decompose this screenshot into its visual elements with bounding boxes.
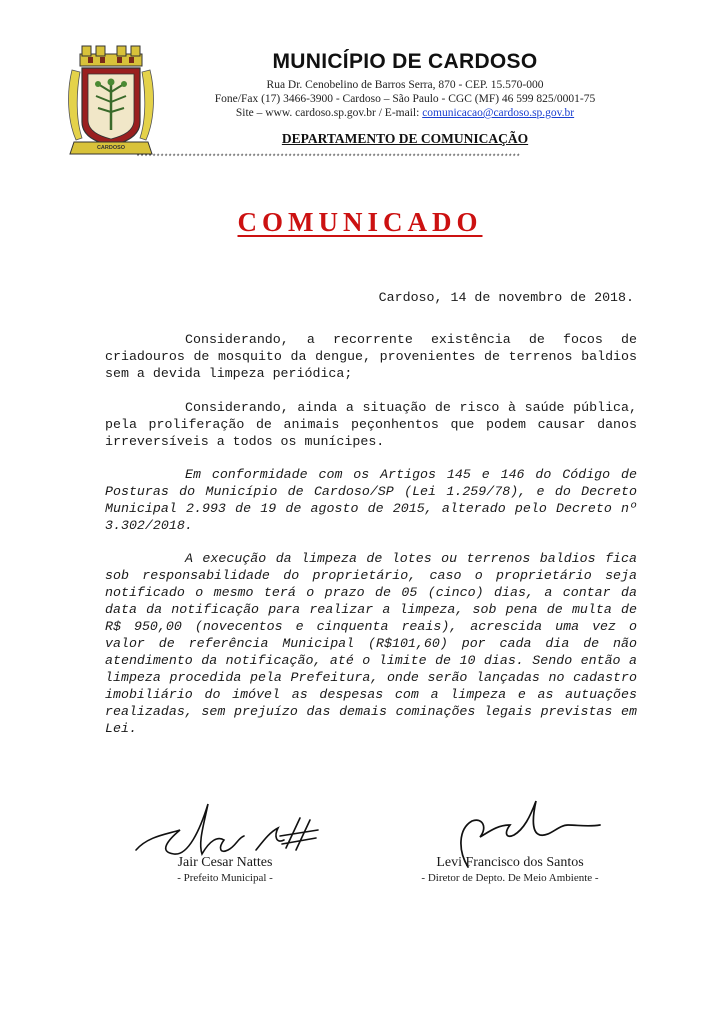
contact-line: Fone/Fax (17) 3466-3900 - Cardoso – São Paulo - CGC (MF) 46 599 825/0001-75 [214,93,596,105]
signer-name: Levi Francisco dos Santos [436,855,584,870]
document-heading [0,207,720,238]
heading-text: COMUNICADO [237,207,483,237]
date-line: Cardoso, 14 de novembro de 2018. [378,290,634,305]
email-link[interactable]: comunicacao@cardoso.sp.gov.br [422,107,575,119]
department-title: DEPARTAMENTO DE COMUNICAÇÃO [281,131,529,146]
paragraph-4: A execução da limpeza de lotes ou terrenos baldios fica sob responsabilidade do proprietário, caso o proprietário seja notificado o mesmo terá o prazo de 05 (cinco) dias, a contar da data da notificação para realizar a limpeza, sob pena de multa de R$ 950,00 (novecentos e cinquenta reais), acrescida uma vez o valor de referência Municipal (R$101,60) por cada dia de não atendimento da notificação, até o limite de 10 dias. Sendo então a limpeza procedida pela Prefeitura, onde serão lançadas no cadastro imobiliário do imóvel as despesas com a limpeza e as autuações realizadas, sem prejuízo das demais cominações legais previstas em Lei. [105,551,637,736]
municipal-coat-of-arms-icon [66,44,156,160]
signature-block-mayor [130,855,320,884]
signer-name: Jair Cesar Nattes [177,855,273,870]
site-email-line [150,106,660,120]
signer-role: - Prefeito Municipal - [177,872,273,884]
signer-role: - Diretor de Depto. De Meio Ambiente - [421,872,599,884]
site-text: Site – www. cardoso.sp.gov.br / E-mail: [235,107,423,119]
paragraph-2: Considerando, ainda a situação de risco à saúde pública, pela proliferação de animais peçonhentos que podem causar danos irreversíveis a todos os munícipes. [105,400,637,449]
separator-line: ************************************************************************************************ [136,154,521,162]
municipality-title: MUNICÍPIO DE CARDOSO [272,50,538,73]
address-line: Rua Dr. Cenobelino de Barros Serra, 870 - CEP. 15.570-000 [266,79,544,91]
paragraph-3: Em conformidade com os Artigos 145 e 146 do Código de Posturas do Município de Cardoso/SP (Lei 1.259/78), e do Decreto Municipal 2.993 de 19 de agosto de 2015, alterado pelo Decreto nº 3.302/2018. [105,467,637,533]
signature-block-director [400,855,620,884]
paragraph-1: Considerando, a recorrente existência de focos de criadouros de mosquito da dengue, provenientes de terrenos baldios sem a devida limpeza periódica; [105,332,637,381]
crest-motto: CARDOSO [96,145,126,151]
